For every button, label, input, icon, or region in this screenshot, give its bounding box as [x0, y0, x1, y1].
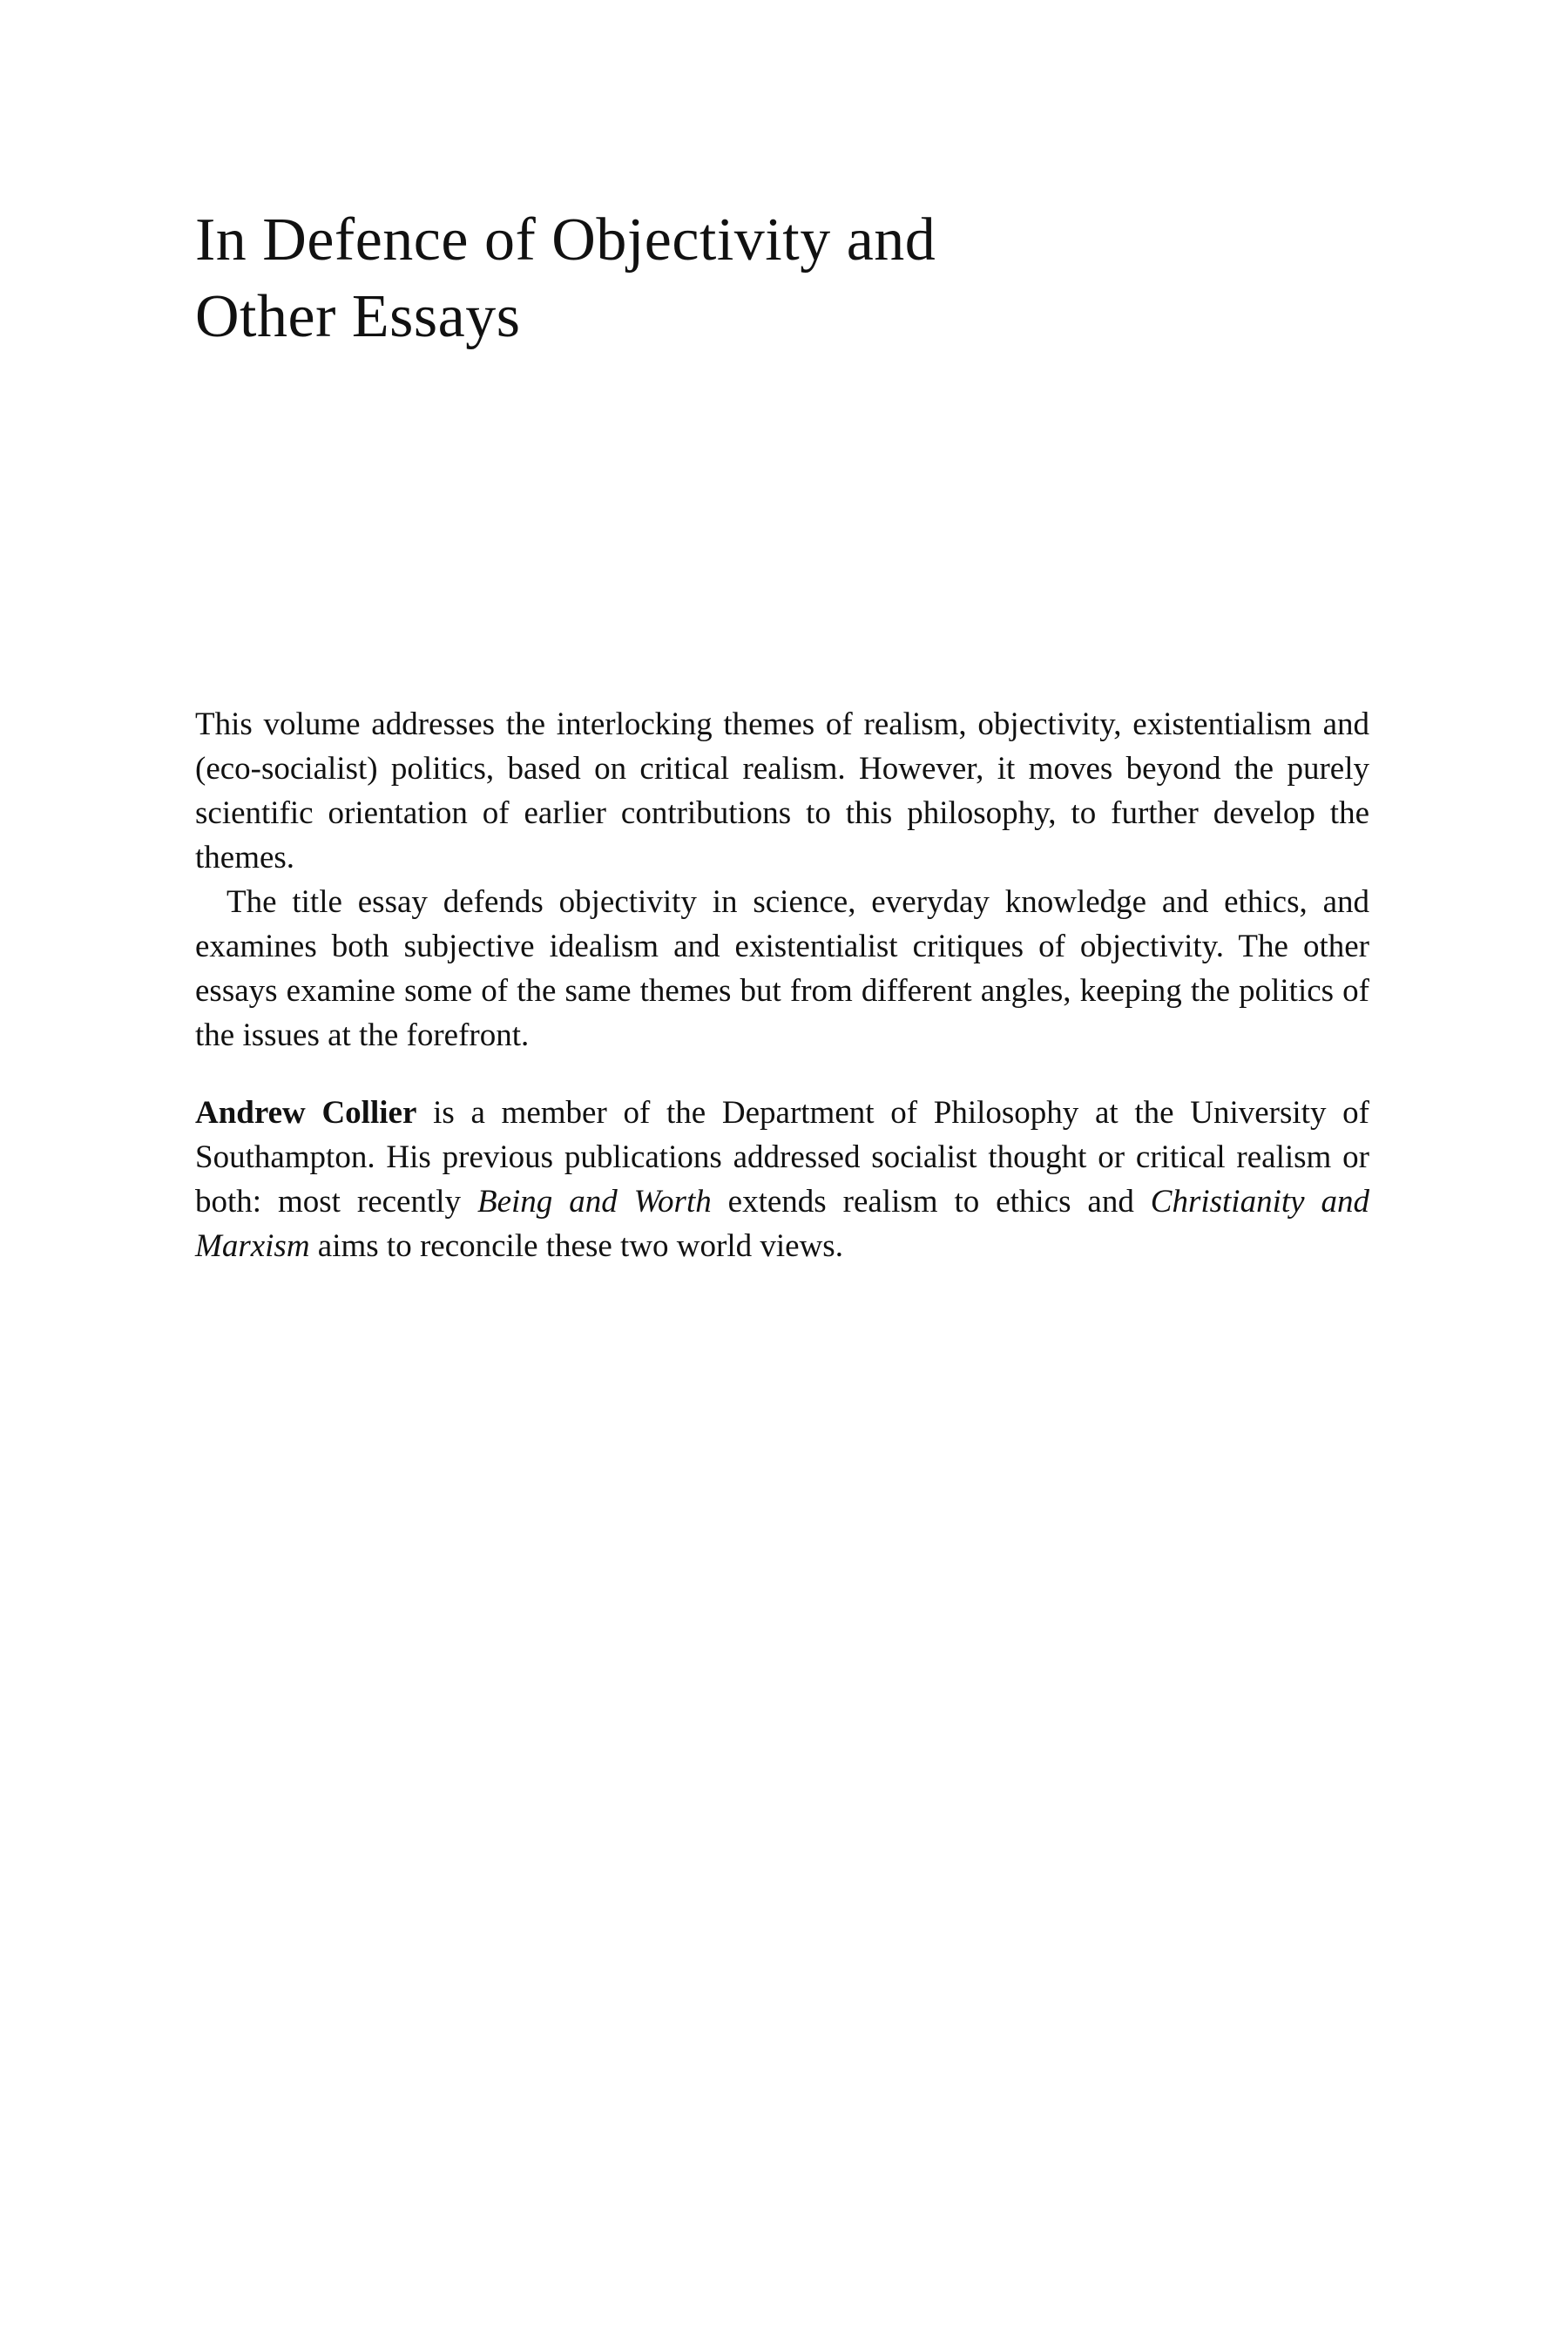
author-bio — [195, 1091, 1369, 1268]
book-title-being-and-worth: Being and Worth — [476, 1184, 712, 1220]
author-bio-paragraph — [195, 1091, 1369, 1268]
description-paragraph-2: The title essay defends objectivity in science, everyday knowledge and ethics, and examines both subjective idealism and existentialist critiques of objectivity. The other essays examine some of the same themes but from different angles, keeping the politics of the issues at the forefront. — [195, 884, 1369, 1053]
book-description — [195, 702, 1369, 1058]
page-title — [195, 202, 1415, 355]
title-line-1: In Defence of Objectivity and — [195, 206, 936, 274]
author-name: Andrew Collier — [195, 1095, 417, 1131]
bio-text-3: aims to reconcile these two world views. — [309, 1228, 843, 1264]
bio-text-2: extends realism to ethics and — [711, 1184, 1151, 1220]
title-line-2: Other Essays — [195, 283, 521, 350]
bio-text-1: is a member of the Department of Philosophy at the University of Southampton. His previous publications addressed socialist thought or critical realism or both: most recently — [195, 1095, 1369, 1220]
description-paragraph-1: This volume addresses the interlocking themes of realism, objectivity, existentialism and (eco-socialist) politics, based on critical realism. However, it moves beyond the purely scientific orientation of earlier contributions to this philosophy, to further develop the themes. — [195, 706, 1369, 875]
book-title-christianity-and-marxism: Christianity and Marxism — [195, 1184, 1369, 1264]
